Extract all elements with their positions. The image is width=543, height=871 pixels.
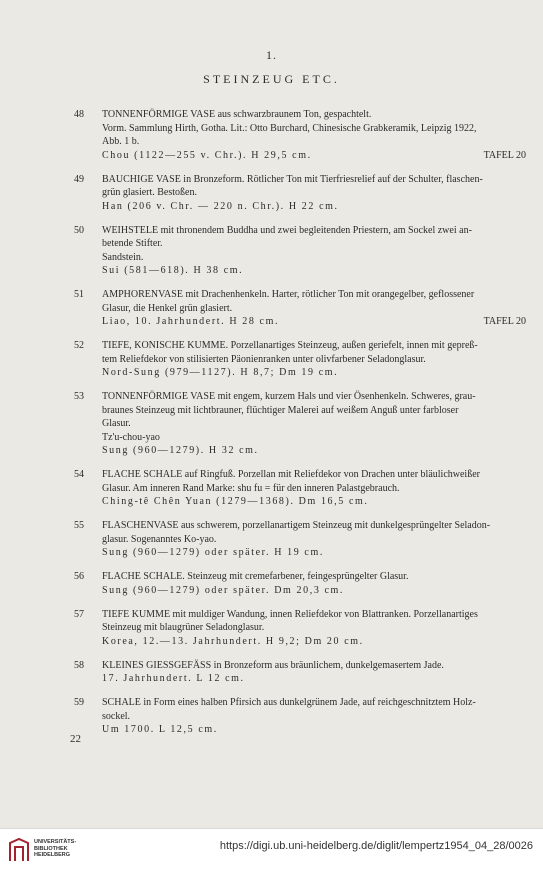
entry-text-line: TIEFE KUMME mit muldiger Wandung, innen Reliefdekor von Blattranken. Porzellanartiges: [102, 608, 478, 620]
entry-text-line: SCHALE in Form eines halben Pfirsich aus dunkelgrünem Jade, auf reichgeschnitztem Holz-: [102, 697, 476, 708]
entry-plate-reference: TAFEL 20: [483, 149, 526, 161]
entry-dating: 17. Jahrhundert. L 12 cm.: [102, 673, 245, 684]
catalog-entry: [74, 570, 526, 597]
entry-text-line: FLACHE SCHALE auf Ringfuß. Porzellan mit Reliefdekor von Drachen unter bläulichweißer: [102, 469, 480, 480]
library-logo-text: [34, 839, 76, 859]
library-logo-icon: [6, 837, 32, 863]
entry-text-line: grün glasiert. Bestoßen.: [102, 187, 197, 198]
catalog-entries: [74, 108, 526, 747]
catalog-entry: [74, 173, 526, 214]
entry-text-line: sockel.: [102, 710, 131, 722]
entry-plate-reference: TAFEL 20: [483, 316, 526, 327]
permalink-url[interactable]: https://digi.ub.uni-heidelberg.de/diglit/lempertz1954_04_28/0026: [219, 840, 533, 852]
entry-text-line: TONNENFÖRMIGE VASE aus schwarzbraunem Ton, gespachtelt.: [102, 109, 372, 120]
entry-number: 48: [74, 109, 84, 120]
entry-number: 51: [74, 289, 84, 300]
entry-number: 55: [74, 520, 84, 531]
catalog-entry: [74, 339, 526, 380]
entry-text-line: WEIHSTELE mit thronendem Buddha und zwei begleitenden Priestern, am Sockel zwei an-: [102, 224, 472, 236]
entry-text-line: KLEINES GIESSGEFÄSS in Bronzeform aus bräunlichem, dunkelgemasertem Jade.: [102, 659, 444, 671]
entry-text-line: FLASCHENVASE aus schwerem, porzellanartigem Steinzeug mit dunkelgesprüngelter Seladon-: [102, 520, 491, 531]
entry-dating: Nord-Sung (979—1127). H 8,7; Dm 19 cm.: [102, 367, 339, 378]
entry-text-line: BAUCHIGE VASE in Bronzeform. Rötlicher Ton mit Tierfriesrelief auf der Schulter, flaschen-: [102, 173, 483, 185]
catalog-entry: [74, 108, 526, 162]
catalog-entry: [74, 659, 526, 686]
catalog-entry: [74, 468, 526, 509]
entry-number: 54: [74, 469, 84, 480]
entry-text-line: Steinzeug mit blaugrüner Seladonglasur.: [102, 622, 265, 633]
entry-text-line: Vorm. Sammlung Hirth, Gotha. Lit.: Otto Burchard, Chinesische Grabkeramik, Leipzig 1922,: [102, 122, 477, 134]
entry-text-line: tem Reliefdekor von stilisierten Päonienranken unter olivfarbener Seladonglasur.: [102, 353, 426, 365]
entry-text-line: braunes Steinzeug mit lichtbrauner, flüchtiger Malerei auf weißem Anguß unter farbloser: [102, 404, 459, 416]
logo-line: BIBLIOTHEK: [34, 845, 68, 852]
entry-dating: Um 1700. L 12,5 cm.: [102, 724, 218, 735]
entry-dating: Liao, 10. Jahrhundert. H 28 cm.: [102, 316, 280, 327]
entry-dating: Han (206 v. Chr. — 220 n. Chr.). H 22 cm.: [102, 200, 339, 212]
entry-number: 52: [74, 340, 84, 351]
entry-dating-row: [102, 723, 526, 737]
section-number: 1.: [266, 48, 277, 62]
entry-dating: Chou (1122—255 v. Chr.). H 29,5 cm.: [102, 149, 312, 161]
catalog-entry: [74, 696, 526, 737]
entry-number: 58: [74, 659, 84, 671]
catalog-entry: [74, 519, 526, 560]
entry-number: 57: [74, 608, 84, 620]
entry-dating-row: [102, 495, 526, 509]
entry-number: 56: [74, 571, 84, 582]
entry-text-line: Tz'u-chou-yao: [102, 431, 160, 443]
entry-dating-row: [102, 264, 526, 278]
entry-text-line: betende Stifter.: [102, 238, 163, 249]
entry-dating: Sung (960—1279) oder später. H 19 cm.: [102, 547, 324, 558]
entry-dating-row: [102, 584, 526, 598]
logo-line: UNIVERSITÄTS-: [34, 839, 77, 845]
entry-dating-row: [102, 200, 526, 214]
entry-text-line: Glasur.: [102, 418, 131, 429]
entry-text-line: Glasur. Am inneren Rand Marke: shu fu = für den inneren Palastgebrauch.: [102, 482, 400, 494]
entry-text-line: TONNENFÖRMIGE VASE mit engem, kurzem Hals und vier Ösenhenkeln. Schweres, grau-: [102, 391, 476, 402]
entry-text-line: Sandstein.: [102, 251, 144, 263]
entry-dating: Sung (960—1279) oder später. Dm 20,3 cm.: [102, 584, 345, 596]
entry-dating: Korea, 12.—13. Jahrhundert. H 9,2; Dm 20 cm.: [102, 635, 364, 647]
catalog-entry: [74, 224, 526, 278]
entry-number: 53: [74, 391, 84, 402]
entry-text-line: FLACHE SCHALE. Steinzeug mit cremefarbener, feingesprüngelter Glasur.: [102, 571, 409, 582]
entry-dating: Ching-tê Chên Yuan (1279—1368). Dm 16,5 cm.: [102, 496, 369, 507]
entry-dating-row: [102, 672, 526, 686]
viewer-footer: [0, 828, 543, 871]
entry-dating: Sui (581—618). H 38 cm.: [102, 265, 244, 276]
entry-dating-row: [102, 546, 526, 560]
entry-text-line: glasur. Sogenanntes Ko-yao.: [102, 533, 217, 545]
entry-number: 59: [74, 697, 84, 708]
entry-dating-row: [102, 149, 526, 163]
catalog-entry: [74, 390, 526, 458]
entry-text-line: AMPHORENVASE mit Drachenhenkeln. Harter, rötlicher Ton mit orangegelber, geflossener: [102, 289, 475, 300]
entry-number: 49: [74, 173, 84, 185]
entry-dating-row: [102, 315, 526, 329]
entry-dating-row: [102, 366, 526, 380]
catalog-entry: [74, 608, 526, 649]
entry-text-line: TIEFE, KONISCHE KUMME. Porzellanartiges Steinzeug, außen geriefelt, innen mit gepreß-: [102, 340, 478, 351]
section-title: STEINZEUG ETC.: [203, 72, 340, 86]
logo-line: HEIDELBERG: [34, 852, 71, 858]
catalog-entry: [74, 288, 526, 329]
entry-dating: Sung (960—1279). H 32 cm.: [102, 445, 259, 456]
entry-dating-row: [102, 635, 526, 649]
page-number: 22: [70, 733, 81, 745]
entry-dating-row: [102, 444, 526, 458]
entry-text-line: Glasur, die Henkel grün glasiert.: [102, 302, 233, 314]
entry-number: 50: [74, 224, 84, 236]
entry-text-line: Abb. 1 b.: [102, 136, 140, 147]
